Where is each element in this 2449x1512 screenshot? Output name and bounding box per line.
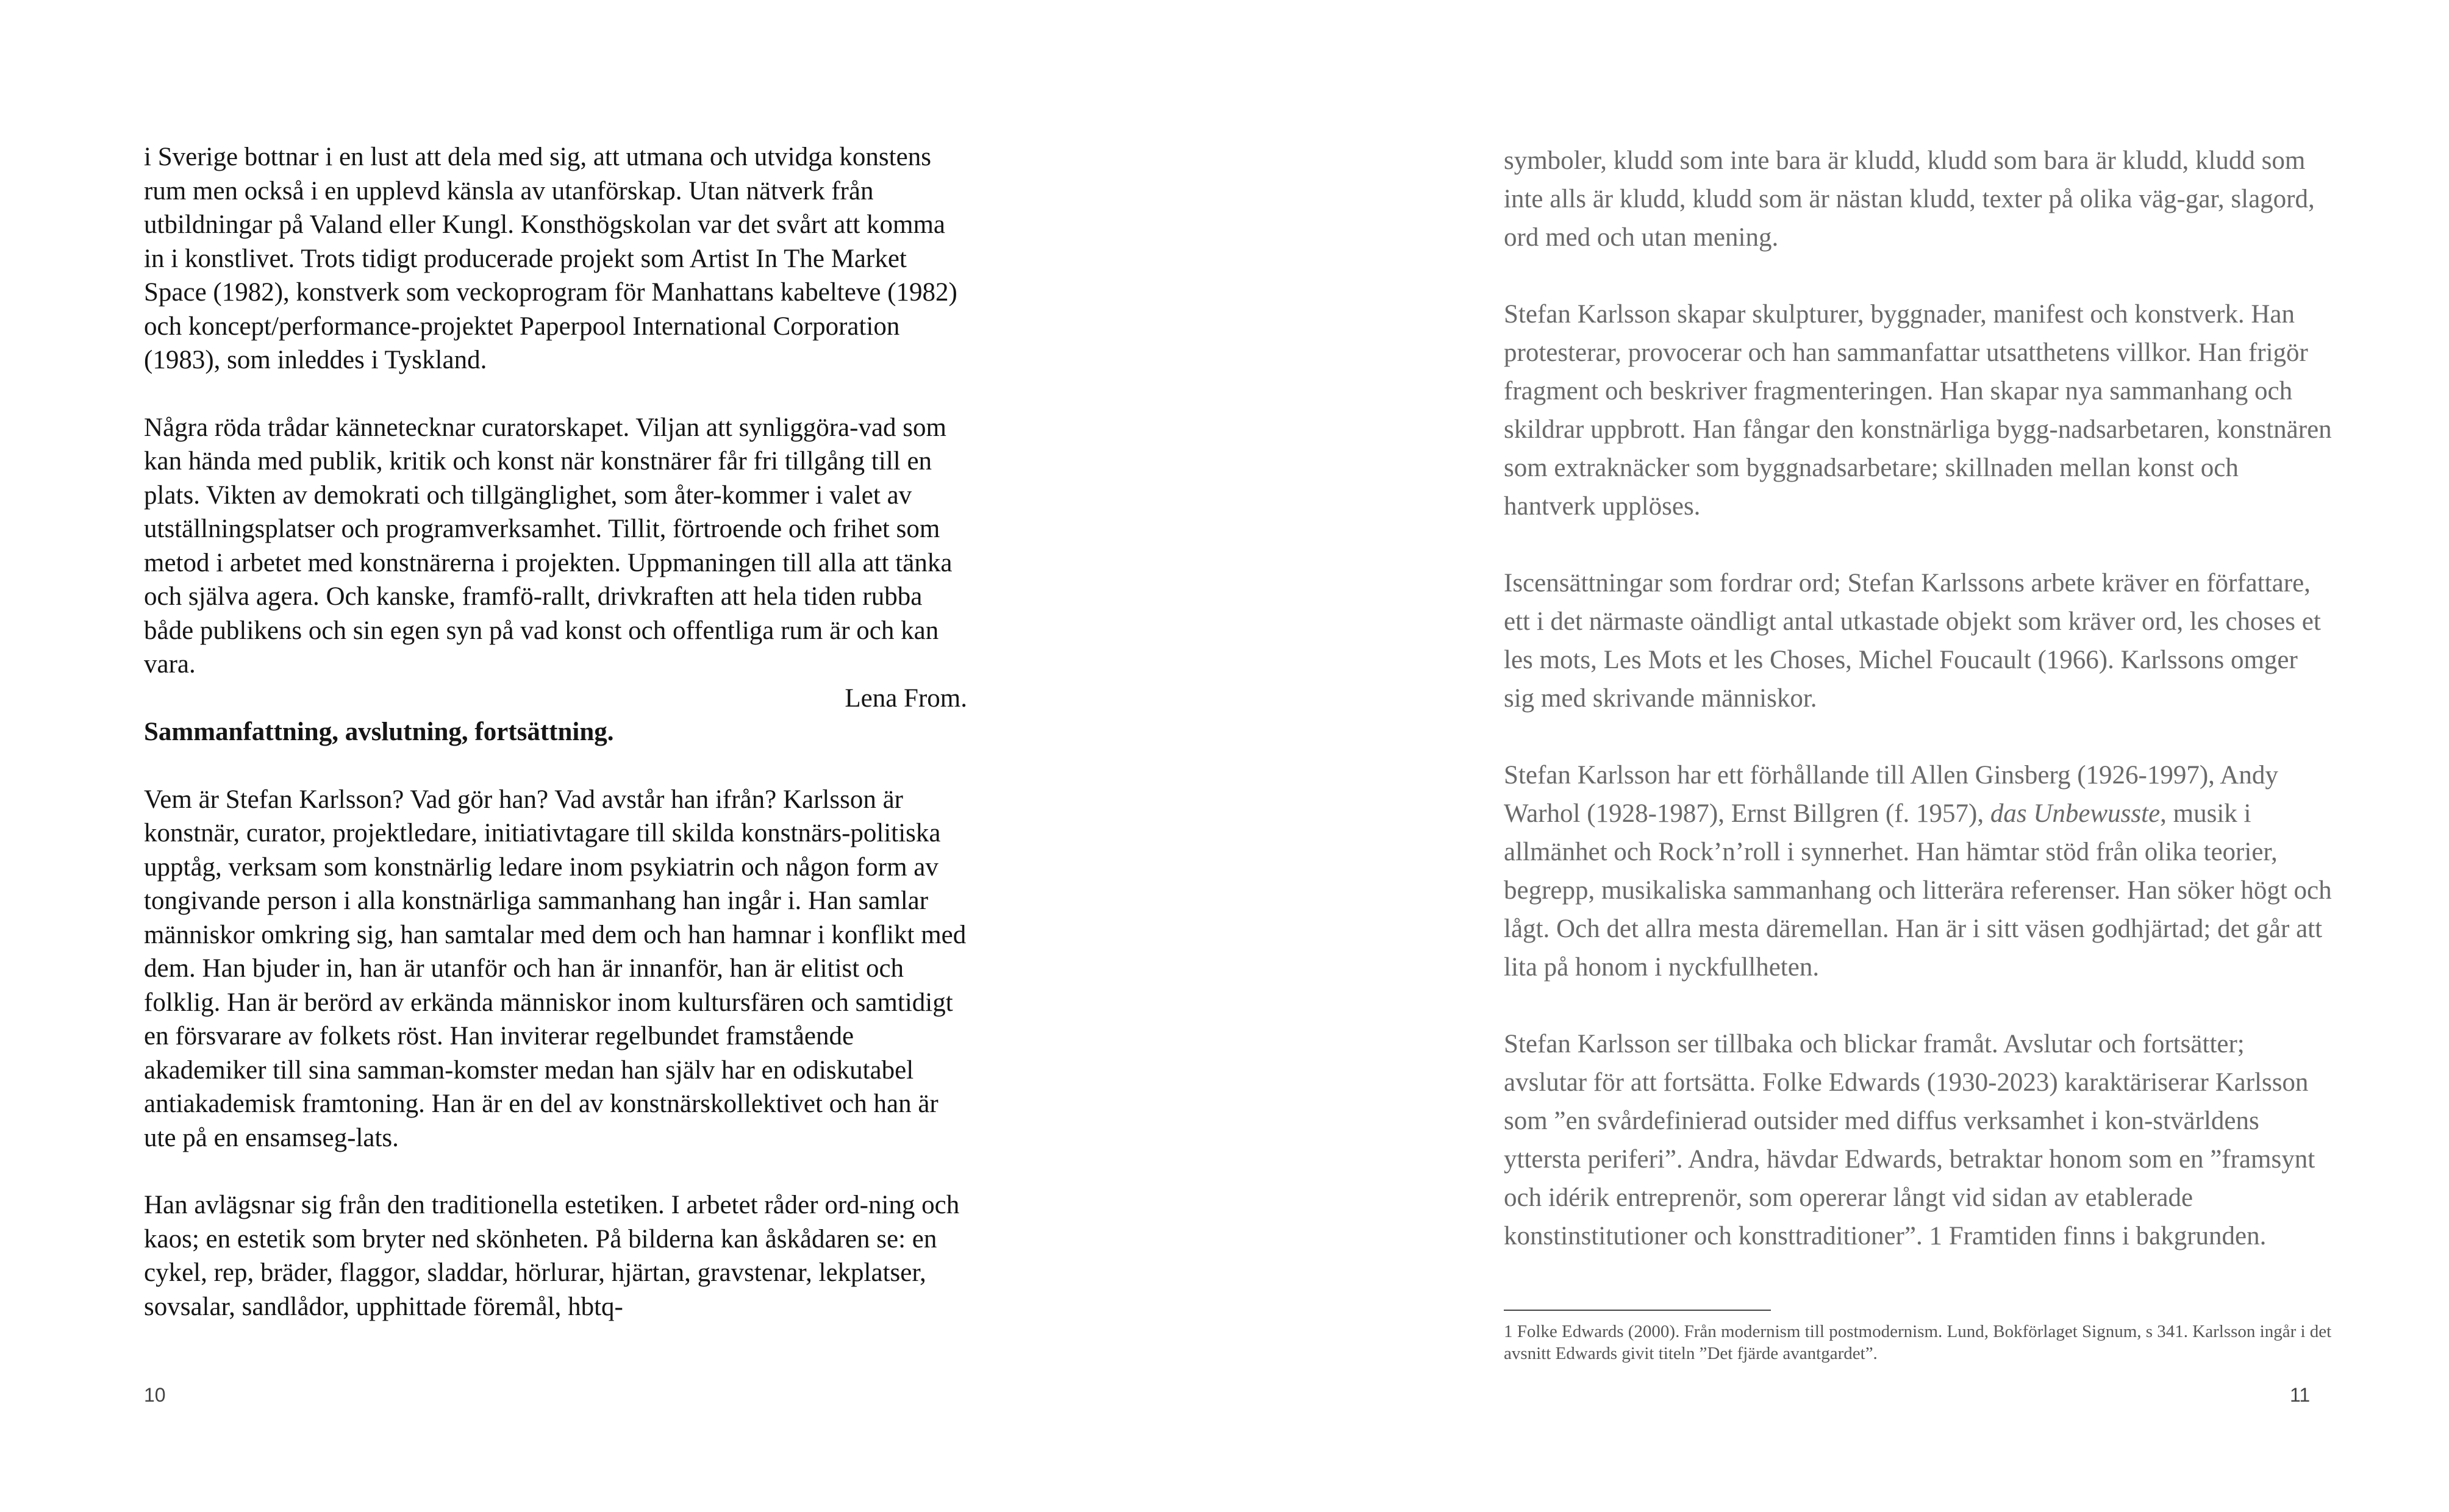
paragraph-staging: Iscensättningar som fordrar ord; Stefan Karlssons arbete kräver en författare, ett i det närmaste oändligt antal utkastade objekt som kräver ord, les choses et les mots, Les Mots et les Choses, Michel Foucault (1966). Karlssons omger sig med skrivande människor. xyxy=(1504,569,2321,713)
paragraph-gap xyxy=(144,377,967,411)
paragraph-gap xyxy=(1504,257,2333,295)
influences-text-end: , musik i allmänhet och Rock’n’roll i synnerhet. Han hämtar stöd från olika teorier, begrepp, musikaliska sammanhang och litterära referenser. Han söker högt och lågt. Och det allra mesta däremellan. Han är i sitt väsen godhjärtad; det går att lita på honom i nyckfullheten. xyxy=(1504,799,2332,982)
paragraph-influences xyxy=(1504,756,2333,986)
paragraph-gap xyxy=(144,1155,967,1188)
paragraph-intro: i Sverige bottnar i en lust att dela med sig, att utmana och utvidga konstens rum men också i en upplevd känsla av utanförskap. Utan nätverk från utbildningar på Valand eller Kungl. Konsthögskolan var det svårt att komma in i konstlivet. Trots tidigt producerade projekt som Artist In The Market Space (1982), konstverk som veckoprogram för Manhattans kabelteve (1982) och koncept/performance-projektet Paperpool International Corporation (1983), som inleddes i Tyskland. xyxy=(144,143,957,374)
page-number-left: 10 xyxy=(144,1384,166,1406)
paragraph-gap xyxy=(1504,526,2333,564)
right-page xyxy=(1224,0,2449,1512)
paragraph-curatorship: Några röda trådar kännetecknar curatorskapet. Viljan att synliggöra-vad som kan hända med publik, kritik och konst när konstnärer får fri tillgång till en plats. Vikten av demokrati och tillgänglighet, som åter-kommer i valet av utställningsplatser och programverksamhet. Tillit, förtroende och frihet som metod i arbetet med konstnärerna i projekten. Uppmaningen till alla att tänka och själva agera. Och kanske, framfö-rallt, drivkraften att hela tiden rubba både publikens och sin egen syn på vad konst och offentliga rum är och kan vara. xyxy=(144,413,953,679)
paragraph-symbols: symboler, kludd som inte bara är kludd, kludd som bara är kludd, kludd som inte alls är kludd, kludd som är nästan kludd, texter på olika väg-gar, slagord, ord med och utan mening. xyxy=(1504,146,2315,252)
left-page xyxy=(0,0,1224,1512)
paragraph-conclusion: Stefan Karlsson ser tillbaka och blickar framåt. Avslutar och fortsätter; avslutar för att fortsätta. Folke Edwards (1930-2023) karaktäriserar Karlsson som ”en svårdefinierad outsider med diffus verksamhet i kon-stvärldens yttersta periferi”. Andra, hävdar Edwards, betraktar honom som en ”framsynt och idérik entreprenör, som opererar långt vid sidan av etablerade konstinstitutioner och konsttraditioner”. 1 Framtiden finns i bakgrunden. xyxy=(1504,1030,2315,1250)
section-heading: Sammanfattning, avslutning, fortsättning. xyxy=(144,718,614,746)
influences-text-start: Stefan Karlsson har ett förhållande till Allen Ginsberg (1926-1997), Andy Warhol (1928-1987), Ernst Billgren (f. 1957), xyxy=(1504,761,2278,828)
paragraph-aesthetics: Han avlägsnar sig från den traditionella estetiken. I arbetet råder ord-ning och kaos; en estetik som bryter ned skönheten. På bilderna kan åskådaren se: en cykel, rep, bräder, flaggor, sladdar, hörlurar, hjärtan, gravstenar, lekplatser, sovsalar, sandlådor, upphittade föremål, hbtq- xyxy=(144,1191,960,1321)
right-text-column xyxy=(1504,141,2333,1255)
author-signature: Lena From. xyxy=(845,683,967,713)
footnote-divider xyxy=(1504,1310,1771,1311)
paragraph-gap xyxy=(144,749,967,783)
influences-italic-term: das Unbewusste xyxy=(1990,799,2161,828)
paragraph-sculptures: Stefan Karlsson skapar skulpturer, byggnader, manifest och konstverk. Han protesterar, provocerar och han sammanfattar utsatthetens villkor. Han frigör fragment och beskriver fragmenteringen. Han skapar nya sammanhang och skildrar uppbrott. Han fångar den konstnärliga bygg-nadsarbetaren, konstnären som extraknäcker som byggnadsarbetare; skillnaden mellan konst och hantverk upplöses. xyxy=(1504,300,2332,521)
left-text-column xyxy=(144,140,967,1324)
footnote: 1 Folke Edwards (2000). Från modernism till postmodernism. Lund, Bokförlaget Signum, s 341. Karlsson ingår i det avsnitt Edwards givit titeln ”Det fjärde avantgardet”. xyxy=(1504,1322,2332,1363)
paragraph-gap xyxy=(1504,718,2333,756)
paragraph-who-is: Vem är Stefan Karlsson? Vad gör han? Vad avstår han ifrån? Karlsson är konstnär, curator, projektledare, initiativtagare till skilda konstnärs-politiska upptåg, verksam som konstnärlig ledare inom psykiatrin och någon form av tongivande person i alla konstnärliga sammanhang han ingår i. Han samlar människor omkring sig, han samtalar med dem och han hamnar i konflikt med dem. Han bjuder in, han är utanför och han är innanför, han är elitist och folklig. Han är berörd av erkända människor inom kultursfären och samtidigt en försvarare av folkets röst. Han inviterar regelbundet framstående akademiker till sina samman-komster medan han själv har en odiskutabel antiakademisk framtoning. Han är en del av konstnärskollektivet och han är ute på en ensamseg-lats. xyxy=(144,785,967,1152)
paragraph-gap xyxy=(1504,986,2333,1025)
page-number-right: 11 xyxy=(2290,1384,2311,1406)
